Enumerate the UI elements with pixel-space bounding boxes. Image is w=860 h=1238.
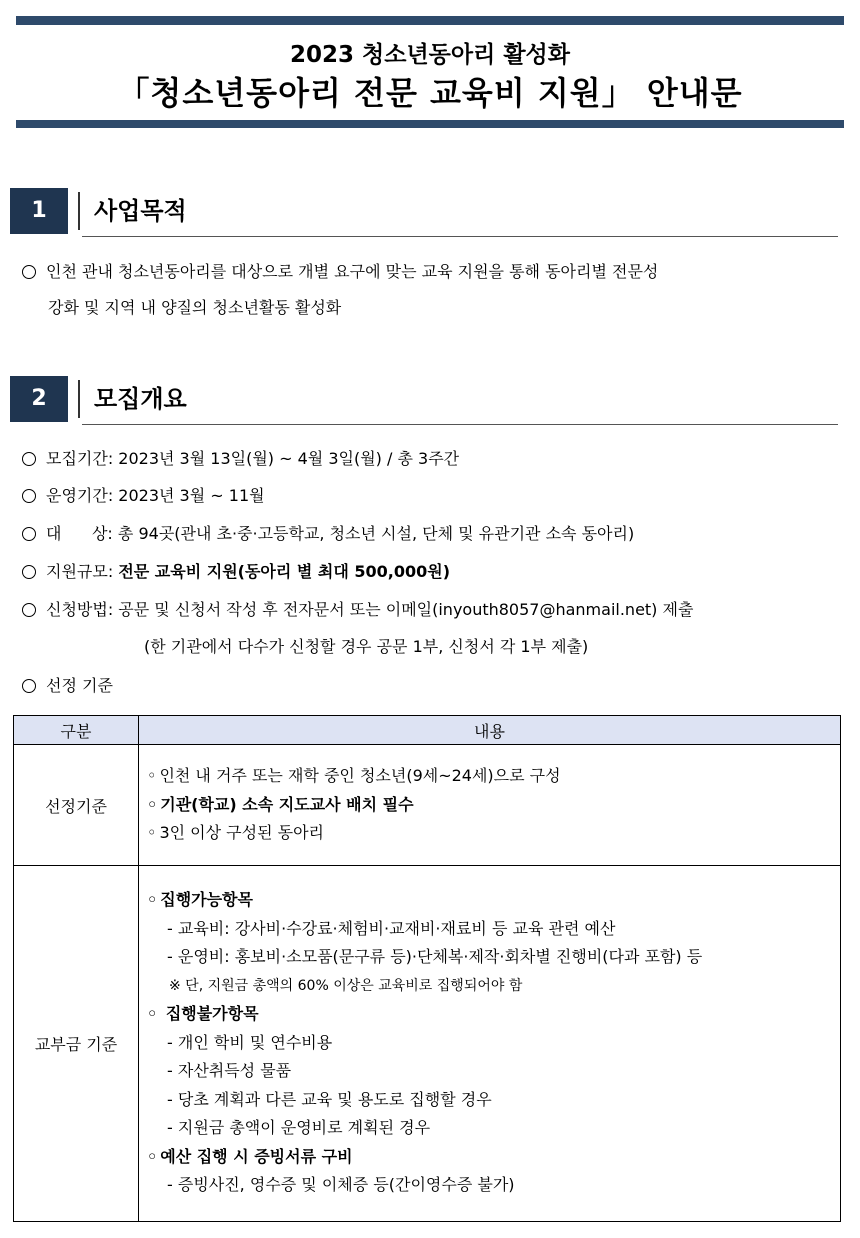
circle-bullet-icon: [22, 452, 36, 466]
section-title: 모집개요: [94, 385, 187, 413]
circle-bullet-icon: [22, 489, 36, 503]
circle-bullet-icon: [22, 679, 36, 693]
table-header-content: 내용: [139, 716, 841, 745]
header-title: 「청소년동아리 전문 교육비 지원」 안내문: [117, 74, 743, 112]
list-heading: ◦ 예산 집행 시 증빙서류 구비: [147, 1146, 353, 1166]
list-item: - 개인 학비 및 연수비용: [167, 1032, 333, 1052]
item-period: 모집기간: 2023년 3월 13일(월) ~ 4월 3일(월) / 총 3주간: [22, 446, 459, 469]
section-header-2: [10, 376, 838, 422]
circle-bullet-icon: [22, 265, 36, 279]
list-item: - 당초 계획과 다른 교육 및 용도로 집행할 경우: [167, 1089, 492, 1109]
table-row: [14, 745, 841, 866]
table-header-category: 구분: [14, 716, 139, 745]
circle-bullet-icon: [22, 527, 36, 541]
list-item: ◦ 인천 내 거주 또는 재학 중인 청소년(9세~24세)으로 구성: [147, 766, 561, 785]
row-category: 선정기준: [14, 745, 139, 866]
list-item: - 교육비: 강사비·수강료·체험비·교재비·재료비 등 교육 관련 예산: [167, 918, 616, 938]
table-row: [14, 866, 841, 1222]
item-operation: 운영기간: 2023년 3월 ~ 11월: [22, 483, 265, 506]
row-content: [139, 745, 841, 866]
item-method: 신청방법: 공문 및 신청서 작성 후 전자문서 또는 이메일(inyouth8057@hanmail.net) 제출: [22, 597, 693, 620]
list-item: - 증빙사진, 영수증 및 이체증 등(간이영수증 불가): [167, 1175, 515, 1194]
header-subtitle: 2023 청소년동아리 활성화: [290, 42, 570, 68]
divider: [78, 380, 80, 418]
divider: [78, 192, 80, 230]
list-item: ◦ 기관(학교) 소속 지도교사 배치 필수: [147, 794, 414, 814]
section-number: 2: [10, 376, 68, 422]
underline: [82, 424, 838, 425]
circle-bullet-icon: [22, 603, 36, 617]
purpose-text-line1: 인천 관내 청소년동아리를 대상으로 개별 요구에 맞는 교육 지원을 통해 동아리별 전문성: [22, 259, 658, 282]
list-heading: ◦ 집행가능항목: [147, 890, 253, 909]
item-method-line2: (한 기관에서 다수가 신청할 경우 공문 1부, 신청서 각 1부 제출): [144, 637, 589, 656]
item-target: 대 상: 총 94곳(관내 초·중·고등학교, 청소년 시설, 단체 및 유관기관 소속 동아리): [22, 521, 634, 544]
list-item: - 운영비: 홍보비·소모품(문구류 등)·단체복·제작·회차별 진행비(다과 포함) 등: [167, 947, 703, 966]
item-scale: 지원규모: 전문 교육비 지원(동아리 별 최대 500,000원): [22, 559, 450, 582]
circle-bullet-icon: [22, 565, 36, 579]
list-item: - 자산취득성 물품: [167, 1061, 292, 1080]
header-bottom-bar: [16, 120, 844, 128]
note: ※ 단, 지원금 총액의 60% 이상은 교육비로 집행되어야 함: [169, 977, 523, 994]
list-item: - 지원금 총액이 운영비로 계획된 경우: [167, 1118, 431, 1137]
header-top-bar: [16, 16, 844, 25]
list-heading: ◦ 집행불가항목: [147, 1004, 259, 1023]
item-criteria: 선정 기준: [22, 673, 113, 696]
section-number: 1: [10, 188, 68, 234]
row-category: 교부금 기준: [14, 866, 139, 1222]
criteria-table: [13, 715, 841, 1222]
section-title: 사업목적: [94, 197, 187, 225]
list-item: ◦ 3인 이상 구성된 동아리: [147, 823, 324, 842]
underline: [82, 236, 838, 237]
table-header-row: [14, 716, 841, 745]
purpose-text-line2: 강화 및 지역 내 양질의 청소년활동 활성화: [48, 298, 342, 317]
row-content: [139, 866, 841, 1222]
section-header-1: [10, 188, 838, 234]
